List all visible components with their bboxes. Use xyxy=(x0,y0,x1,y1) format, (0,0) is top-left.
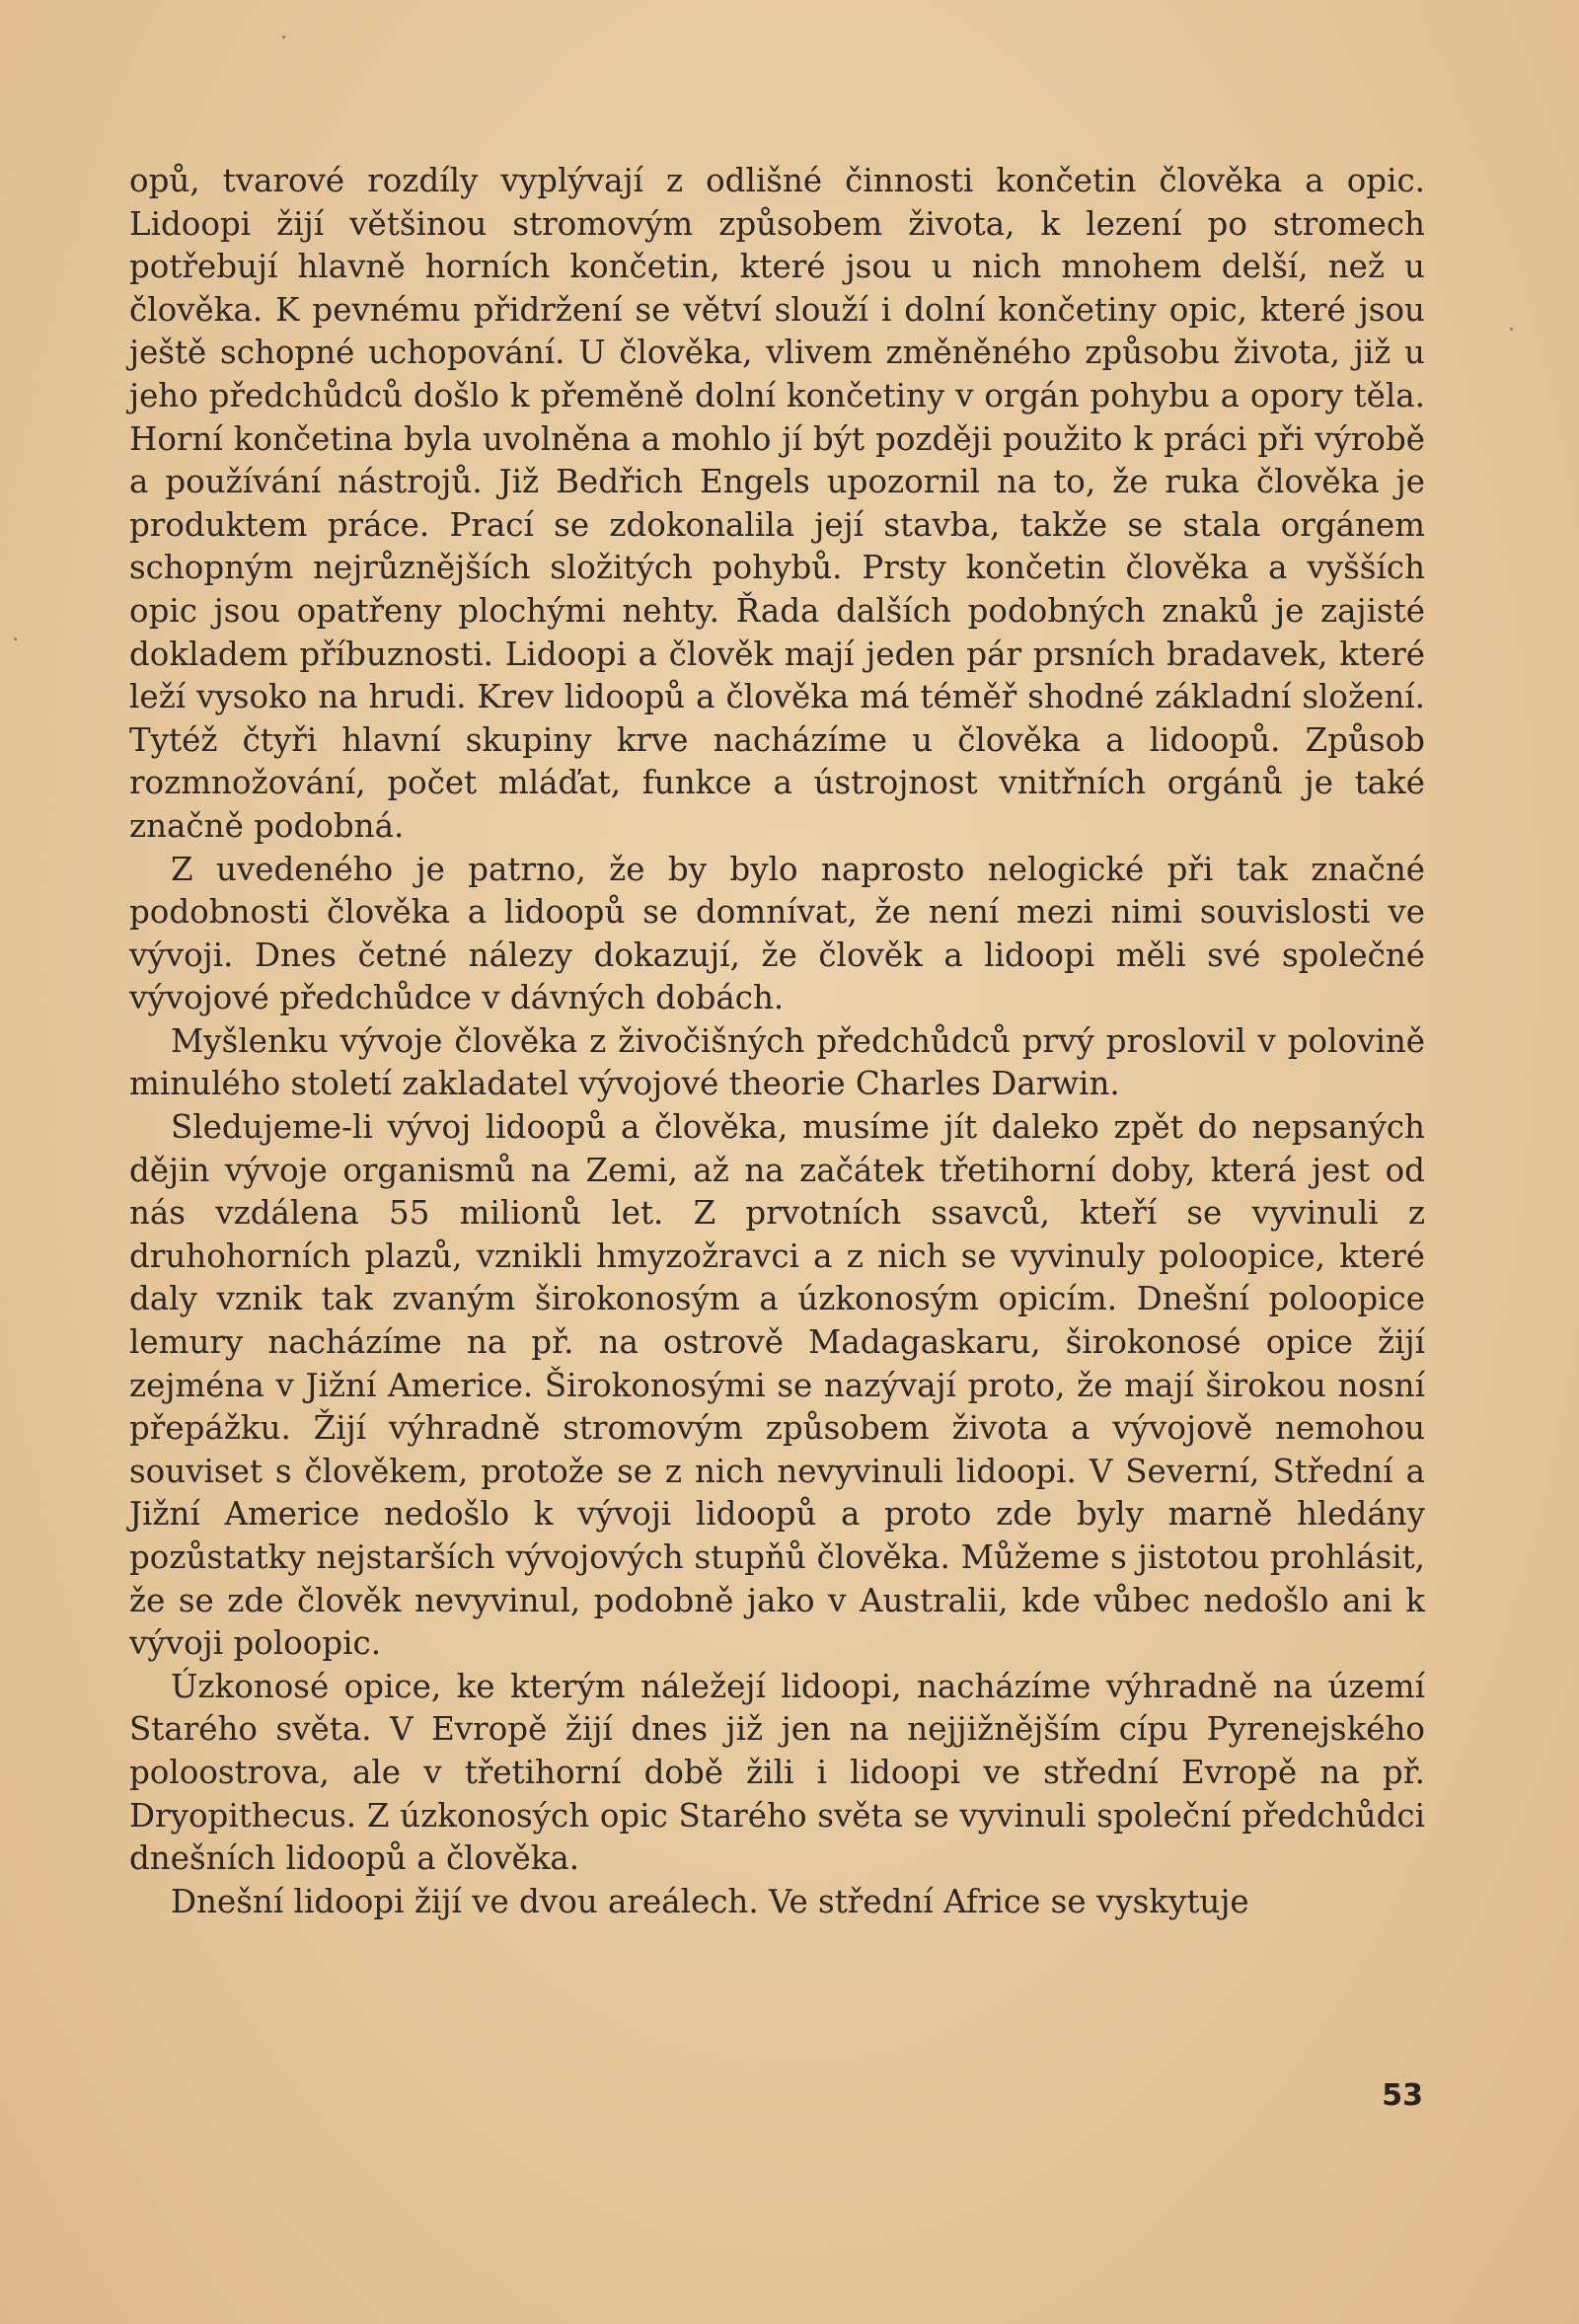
paper-speck xyxy=(1510,328,1513,331)
paragraph-6: Dnešní lidoopi žijí ve dvou areálech. Ve střední Africe se vyskytuje xyxy=(171,1882,1249,1920)
paragraph-3: Myšlenku vývoje člověka z živočišných předchůdců prvý proslovil v polovině minulého století zakladatel vývojové theorie Charles Darwin. xyxy=(129,1021,1425,1103)
paper-speck xyxy=(282,36,285,38)
body-text xyxy=(129,160,1425,1923)
paragraph-1: opů, tvarové rozdíly vyplývají z odlišné činnosti končetin člověka a opic. Lidoopi žijí většinou stromovým způsobem života, k lezení po stromech potřebují hlavně horních končetin, které jsou u nich mnohem delší, než u člověka. K pevnému přidržení se větví slouží i dolní končetiny opic, které jsou ještě schopné uchopování. U člověka, vlivem změněného způsobu života, již u jeho předchůdců došlo k přeměně dolní končetiny v orgán pohybu a opory těla. Horní končetina byla uvolněna a mohlo jí být později použito k práci při výrobě a používání nástrojů. Již Bedřich Engels upozornil na to, že ruka člověka je produktem práce. Prací se zdokonalila její stavba, takže se stala orgánem schopným nejrůznějších složitých pohybů. Prsty končetin člověka a vyšších opic jsou opatřeny plochými nehty. Řada dalších podobných znaků je zajisté dokladem příbuznosti. Lidoopi a člověk mají jeden pár prsních bradavek, které leží vysoko na hrudi. Krev lidoopů a člověka má téměř shodné základní složení. Tytéž čtyři hlavní skupiny krve nacházíme u člověka a lidoopů. Způsob rozmnožování, počet mláďat, funkce a ústrojnost vnitřních orgánů je také značně podobná. xyxy=(129,162,1425,845)
paper-speck xyxy=(14,637,17,640)
page-number: 53 xyxy=(1382,2078,1423,2113)
paragraph-5: Úzkonosé opice, ke kterým náležejí lidoopi, nacházíme výhradně na území Starého světa. V Evropě žijí dnes již jen na nejjižnějším cípu Pyrenejského poloostrova, ale v třetihorní době žili i lidoopi ve střední Evropě na př. Dryopithecus. Z úzkonosých opic Starého světa se vyvinuli společní předchůdci dnešních lidoopů a člověka. xyxy=(129,1667,1425,1878)
paragraph-4: Sledujeme-li vývoj lidoopů a člověka, musíme jít daleko zpět do nepsaných dějin vývoje organismů na Zemi, až na začátek třetihorní doby, která jest od nás vzdálena 55 milionů let. Z prvotních ssavců, kteří se vyvinuli z druhohorních plazů, vznikli hmyzožravci a z nich se vyvinuly poloopice, které daly vznik tak zvaným širokonosým a úzkonosým opicím. Dnešní poloopice lemury nacházíme na př. na ostrově Madagaskaru, širokonosé opice žijí zejména v Jižní Americe. Širokonosými se nazývají proto, že mají širokou nosní přepážku. Žijí výhradně stromovým způsobem života a vývojově nemohou souviset s člověkem, protože se z nich nevyvinuli lidoopi. V Severní, Střední a Jižní Americe nedošlo k vývoji lidoopů a proto zde byly marně hledány pozůstatky nejstarších vývojových stupňů člověka. Můžeme s jistotou prohlásit, že se zde člověk nevyvinul, podobně jako v Australii, kde vůbec nedošlo ani k vývoji poloopic. xyxy=(129,1108,1425,1663)
paragraph-2: Z uvedeného je patrno, že by bylo naprosto nelogické při tak značné podobnosti člověka a lidoopů se domnívat, že není mezi nimi souvislosti ve vývoji. Dnes četné nálezy dokazují, že člověk a lidoopi měli své společné vývojové předchůdce v dávných dobách. xyxy=(129,850,1425,1017)
